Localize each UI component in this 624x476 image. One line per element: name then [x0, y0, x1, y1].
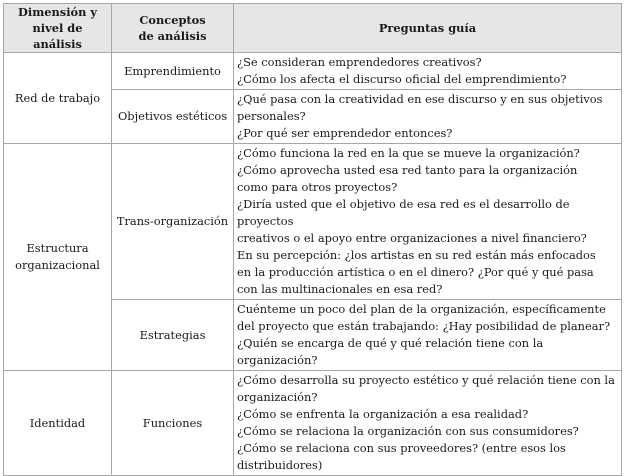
- table-row: [4, 371, 622, 476]
- question-line: ¿Cómo funciona la red en la que se mueve la organización?: [237, 146, 580, 160]
- dimension-cell: Red de trabajo: [4, 53, 112, 144]
- dimension-cell: Identidad: [4, 371, 112, 476]
- question-line: creativos o el apoyo entre organizaciones a nivel financiero?: [237, 231, 587, 245]
- concept-cell: Funciones: [112, 371, 234, 476]
- question-line: ¿Cómo se relaciona con sus proveedores? (entre esos los: [237, 441, 566, 455]
- question-line: distribuidores): [237, 458, 323, 472]
- questions-cell: [234, 53, 622, 90]
- header-questions: Preguntas guía: [234, 4, 622, 53]
- question-line: organización?: [237, 390, 318, 404]
- concept-cell: Objetivos estéticos: [112, 90, 234, 144]
- questions-cell: [234, 300, 622, 371]
- question-line: ¿Cómo desarrolla su proyecto estético y qué relación tiene con la: [237, 373, 615, 387]
- question-line: ¿Quién se encarga de qué y qué relación tiene con la organización?: [237, 336, 544, 367]
- question-line: En su percepción: ¿los artistas en su red están más enfocados: [237, 248, 596, 262]
- question-line: en la producción artística o en el dinero? ¿Por qué y qué pasa: [237, 265, 594, 279]
- header-dimension-line: Dimensión y: [18, 5, 97, 19]
- interview-guide-table: [3, 3, 622, 476]
- dimension-line: Estructura: [26, 241, 89, 255]
- question-line: ¿Se consideran emprendedores creativos?: [237, 55, 482, 69]
- header-concepts: [112, 4, 234, 53]
- dimension-line: organizacional: [15, 258, 100, 272]
- table-row: [4, 53, 622, 90]
- question-line: ¿Cómo se enfrenta la organización a esa realidad?: [237, 407, 529, 421]
- question-line: ¿Diría usted que el objetivo de esa red es el desarrollo de proyectos: [237, 197, 570, 228]
- question-line: ¿Cómo se relaciona la organización con sus consumidores?: [237, 424, 579, 438]
- question-line: ¿Por qué ser emprendedor entonces?: [237, 126, 453, 140]
- concept-cell: Trans-organización: [112, 144, 234, 300]
- questions-cell: [234, 371, 622, 476]
- question-line: ¿Cómo aprovecha usted esa red tanto para la organización: [237, 163, 578, 177]
- header-row: [4, 4, 622, 53]
- questions-cell: [234, 144, 622, 300]
- concept-cell: Emprendimiento: [112, 53, 234, 90]
- header-dimension: [4, 4, 112, 53]
- question-line: Cuénteme un poco del plan de la organización, específicamente: [237, 302, 606, 316]
- dimension-cell: [4, 144, 112, 371]
- question-line: del proyecto que están trabajando: ¿Hay posibilidad de planear?: [237, 319, 611, 333]
- questions-cell: [234, 90, 622, 144]
- question-line: personales?: [237, 109, 306, 123]
- header-concepts-line: de análisis: [138, 29, 207, 43]
- header-dimension-line: nivel de análisis: [32, 21, 83, 51]
- question-line: ¿Qué pasa con la creatividad en ese discurso y en sus objetivos: [237, 92, 603, 106]
- question-line: como para otros proyectos?: [237, 180, 398, 194]
- concept-cell: Estrategias: [112, 300, 234, 371]
- question-line: ¿Cómo los afecta el discurso oficial del emprendimiento?: [237, 72, 567, 86]
- header-concepts-line: Conceptos: [139, 13, 206, 27]
- question-line: con las multinacionales en esa red?: [237, 282, 443, 296]
- table-row: [4, 144, 622, 300]
